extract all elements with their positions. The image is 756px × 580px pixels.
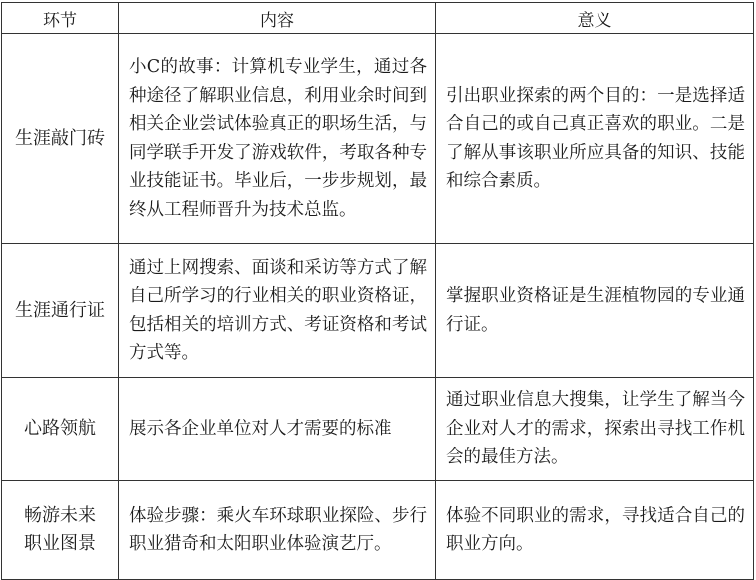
content-cell: 展示各企业单位对人才需要的标准 bbox=[119, 378, 436, 481]
table-row bbox=[2, 481, 754, 580]
header-row bbox=[2, 3, 754, 34]
stage-cell: 生涯敲门砖 bbox=[2, 34, 119, 244]
stage-cell: 生涯通行证 bbox=[2, 244, 119, 378]
table-row bbox=[2, 378, 754, 481]
stage-line: 畅游未来 bbox=[24, 505, 96, 526]
meaning-cell: 掌握职业资格证是生涯植物园的专业通行证。 bbox=[436, 244, 754, 378]
table-row bbox=[2, 244, 754, 378]
content-cell: 小C的故事：计算机专业学生，通过各种途径了解职业信息，利用业余时间到相关企业尝试体验真正的职场生活，与同学联手开发了游戏软件，考取各种专业技能证书。毕业后，一步步规划，最终从工程师晋升为技术总监。 bbox=[119, 34, 436, 244]
stage-cell bbox=[2, 481, 119, 580]
header-content: 内容 bbox=[119, 3, 436, 34]
content-cell: 通过上网搜索、面谈和采访等方式了解自己所学习的行业相关的职业资格证，包括相关的培训方式、考证资格和考试方式等。 bbox=[119, 244, 436, 378]
header-stage: 环节 bbox=[2, 3, 119, 34]
meaning-cell: 通过职业信息大搜集，让学生了解当今企业对人才的需求，探索出寻找工作机会的最佳方法。 bbox=[436, 378, 754, 481]
header-meaning: 意义 bbox=[436, 3, 754, 34]
content-cell: 体验步骤：乘火车环球职业探险、步行职业猎奇和太阳职业体验演艺厅。 bbox=[119, 481, 436, 580]
stage-line: 职业图景 bbox=[24, 533, 96, 554]
meaning-cell: 引出职业探索的两个目的：一是选择适合自己的或自己真正喜欢的职业。二是了解从事该职业所应具备的知识、技能和综合素质。 bbox=[436, 34, 754, 244]
stage-cell: 心路领航 bbox=[2, 378, 119, 481]
meaning-cell: 体验不同职业的需求，寻找适合自己的职业方向。 bbox=[436, 481, 754, 580]
table-row bbox=[2, 34, 754, 244]
activity-table bbox=[1, 2, 754, 580]
